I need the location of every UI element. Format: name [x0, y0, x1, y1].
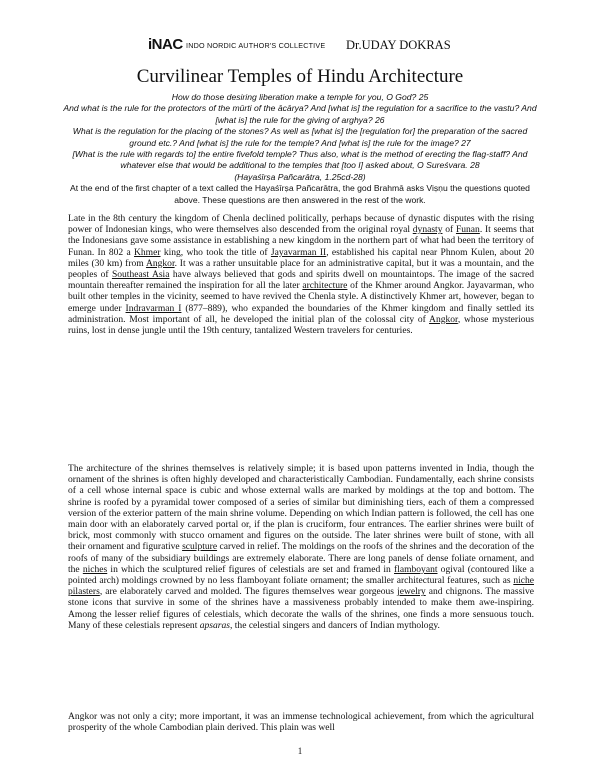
link-architecture[interactable]: architecture: [302, 280, 348, 292]
link-southeast-asia[interactable]: Southeast Asia: [111, 269, 170, 281]
page-number: 1: [297, 746, 303, 756]
link-khmer[interactable]: Khmer: [134, 246, 161, 258]
question-1: How do those desiring liberation make a temple for you, O God? 25: [171, 92, 429, 102]
question-2: And what is the rule for the protectors of the mūrti of the ācārya? And [what is] the regulation for a sacrifice to the vastu? And [what is] the rule for the giving of arghya? 26: [63, 103, 537, 125]
apsaras-term: apsaras: [199, 619, 230, 631]
link-angkor[interactable]: Angkor: [145, 257, 175, 269]
citation: (Hayaśīrṣa Pañcarātra, 1.25cd-28): [234, 171, 366, 182]
intro-block: [60, 92, 540, 206]
logo-subtitle: INDO NORDIC AUTHOR'S COLLECTIVE: [186, 41, 326, 50]
paragraph-2: The architecture of the shrines themselves is relatively simple; it is based upon patterns invented in India, though the ornament of the shrines is often highly developed and characteristically Cambodian. Fundamentally, each shrine consists of a cell whose internal space is cubic and whose external walls are marked by moldings at the top and bottom. The shrine is roofed by a pyramidal tower composed of a series of similar but diminishing tiers, each of them a compressed version of the exterior pattern of the main shrine volume. Depending on which Indian pattern is followed, the cell has one main door with an elaborately carved portal or, if the plan is cruciform, four entrances. The earlier shrines were built of brick, most commonly with stucco ornament and figures on the outside. The later shrines were built of stone, with all their ornament and figurative sculpture carved in relief. The moldings on the roofs of the shrines and the decoration of the roofs of many of the subsidiary buildings are extremely elaborate. There are long panels of dense foliate ornament, and the niches in which the sculptured relief figures of celestials are set and framed in flamboyant ogival (contoured like a pointed arch) moldings crowned by no less flamboyant foliate ornament; the smaller architectural features, such as niche pilasters, are elaborately carved and molded. The figures themselves wear gorgeous jewelry and chignons. The massive stone icons that survive in some of the shrines have a massiveness probably intended to make them awe-inspiring. Among the lesser relief figures of celestials, which decorate the walls of the shrines, one finds a more sensuous touch. Many of these celestials represent apsaras, the celestial singers and dancers of Indian mythology.: [68, 463, 534, 631]
link-funan[interactable]: Funan: [455, 224, 480, 236]
link-jewelry[interactable]: jewelry: [397, 586, 426, 598]
page-title: Curvilinear Temples of Hindu Architecture: [136, 66, 464, 87]
page-header: [148, 36, 468, 54]
link-niche-pilasters[interactable]: niche pilasters: [68, 575, 534, 598]
link-flamboyant[interactable]: flamboyant: [394, 563, 438, 575]
link-angkor-2[interactable]: Angkor: [429, 313, 458, 325]
link-indravarman-i[interactable]: Indravarman I: [125, 302, 182, 314]
link-sculpture[interactable]: sculpture: [182, 541, 218, 553]
link-jayavarman-ii[interactable]: Jayavarman II: [270, 246, 327, 258]
paragraph-1: Late in the 8th century the kingdom of Chenla declined politically, perhaps because of dynastic disputes with the rising power of Indonesian kings, who were themselves also descended from the original royal dynasty of Funan. It seems that the Indonesians gave some assistance in establishing a new kingdom in the northern part of what had been the territory of Funan. In 802 a Khmer king, who took the title of Jayavarman II, established his capital near Phnom Kulen, about 20 miles (30 km) from Angkor. It was a rather unsuitable place for an administrative capital, but it was a mountain, and the peoples of Southeast Asia have always believed that gods and spirits dwell on mountaintops. The image of the sacred mountain thereafter remained the inspiration for all the later architecture of the Khmer around Angkor. Jayavarman, who built other temples in the vicinity, seemed to have revived the Chenla style. A distinctively Khmer art, however, began to emerge under Indravarman I (877–889), who expanded the boundaries of the Khmer kingdom and finally settled its administration. Most important of all, he developed the initial plan of the colossal city of Angkor, whose mysterious ruins, lost in dense jungle until the 19th century, tantalized Western travelers for centuries.: [68, 213, 535, 337]
link-niches[interactable]: niches: [82, 563, 108, 575]
author-name: Dr.UDAY DOKRAS: [346, 38, 451, 52]
question-3: What is the regulation for the placing of the stones? As well as [what is] the [regulation for] the preparation of the sacred ground etc.? And [what is] the rule for the temple? And [what is] the rule for the image? 27: [72, 126, 528, 148]
link-dynasty[interactable]: dynasty: [412, 224, 443, 236]
logo: iNAC: [148, 36, 183, 53]
question-4: [What is the rule with regards to] the entire fivefold temple? Thus also, what is the method of erecting the flag-staff? And whatever else that would be additional to the temples that [too I] asked about, O Sureśvara. 28: [72, 149, 528, 171]
intro-note: At the end of the first chapter of a text called the Hayaśīrṣa Pañcarātra, the god Brahmā asks Viṣṇu the questions quoted above. These questions are then answered in the rest of the work.: [70, 183, 530, 205]
paragraph-3: Angkor was not only a city; more important, it was an immense technological achievement, from which the agricultural prosperity of the whole Cambodian plain derived. This plain was well: [68, 711, 534, 734]
